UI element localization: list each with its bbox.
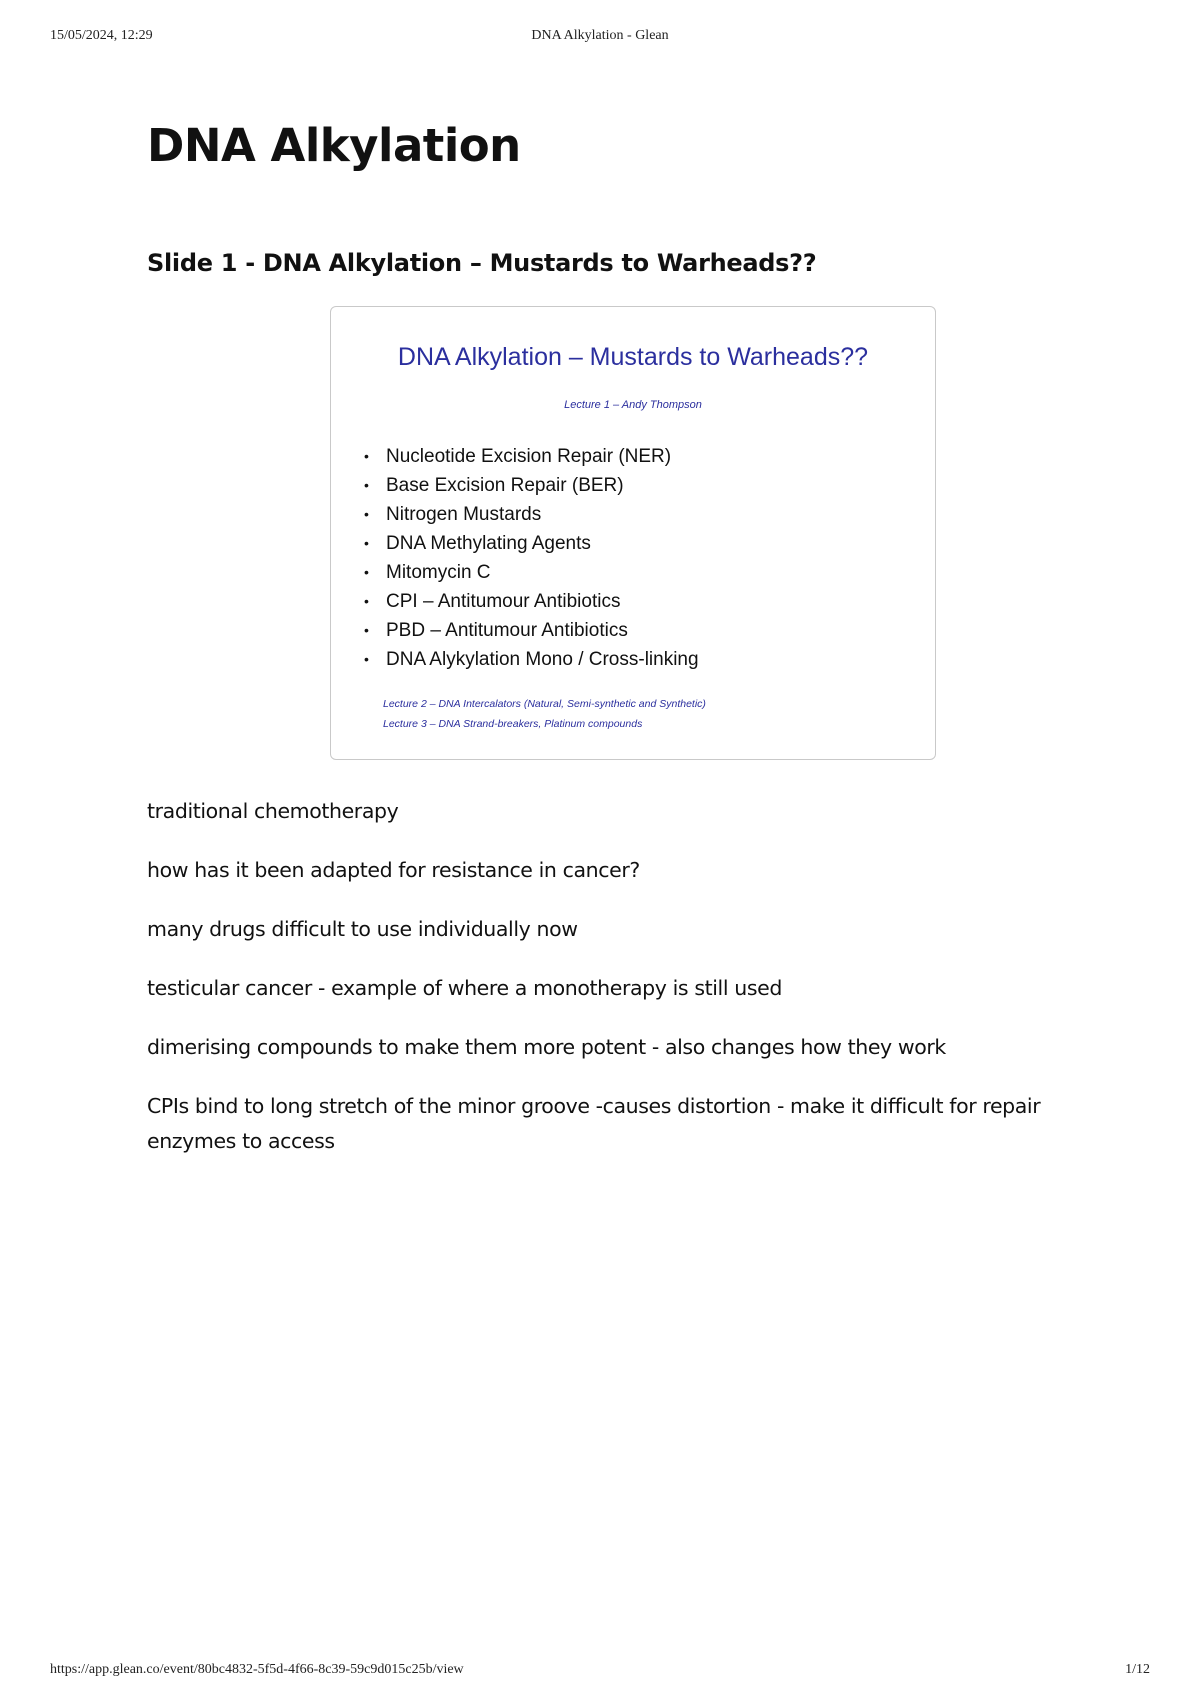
print-document-title: DNA Alkylation - Glean [531,28,669,43]
slide-bullet-text: DNA Methylating Agents [386,533,591,554]
slide-lecture-item: Lecture 2 – DNA Intercalators (Natural, Semi-synthetic and Synthetic) [383,698,706,710]
slide-bullet-item [361,442,699,471]
slide-bullet-item [361,500,699,529]
slide-bullet-text: Mitomycin C [386,562,491,583]
slide-bullet-text: Base Excision Repair (BER) [386,475,624,496]
notes-section [147,794,1077,1183]
slide-bullet-item [361,616,699,645]
note-paragraph: dimerising compounds to make them more potent - also changes how they work [147,1035,946,1059]
page-content [147,118,1077,277]
bullet-dot-icon: • [364,477,369,493]
note-paragraph: traditional chemotherapy [147,799,399,823]
slide-lecture-list [383,694,706,734]
slide-bullet-text: Nucleotide Excision Repair (NER) [386,446,672,467]
slide-lecture-item: Lecture 3 – DNA Strand-breakers, Platinum compounds [383,718,643,730]
slide-bullet-text: DNA Alykylation Mono / Cross-linking [386,649,699,670]
slide-title: DNA Alkylation – Mustards to Warheads?? [397,343,869,371]
print-header [50,28,1150,50]
note-paragraph: testicular cancer - example of where a monotherapy is still used [147,976,782,1000]
print-url: https://app.glean.co/event/80bc4832-5f5d-4f66-8c39-59c9d015c25b/view [50,1662,464,1677]
note-paragraph: many drugs difficult to use individually now [147,917,578,941]
slide-bullet-list [361,442,699,674]
note-paragraph: how has it been adapted for resistance in cancer? [147,858,640,882]
slide-bullet-item [361,558,699,587]
slide-bullet-item [361,587,699,616]
print-datetime: 15/05/2024, 12:29 [50,28,153,43]
page-title: DNA Alkylation [147,119,521,172]
slide-bullet-item [361,529,699,558]
slide-section-heading: Slide 1 - DNA Alkylation – Mustards to Warheads?? [147,249,817,277]
slide-bullet-item [361,645,699,674]
bullet-dot-icon: • [364,506,369,522]
bullet-dot-icon: • [364,651,369,667]
slide-thumbnail[interactable] [330,306,936,760]
note-paragraph: CPIs bind to long stretch of the minor groove -causes distortion - make it difficult for repair enzymes to access [147,1094,1041,1153]
bullet-dot-icon: • [364,622,369,638]
page-number: 1/12 [1125,1662,1150,1677]
print-footer [50,1662,1150,1684]
bullet-dot-icon: • [364,593,369,609]
slide-bullet-text: PBD – Antitumour Antibiotics [386,620,628,641]
slide-subtitle: Lecture 1 – Andy Thompson [564,399,702,411]
bullet-dot-icon: • [364,564,369,580]
slide-bullet-item [361,471,699,500]
slide-bullet-text: CPI – Antitumour Antibiotics [386,591,621,612]
slide-bullet-text: Nitrogen Mustards [386,504,542,525]
bullet-dot-icon: • [364,448,369,464]
bullet-dot-icon: • [364,535,369,551]
